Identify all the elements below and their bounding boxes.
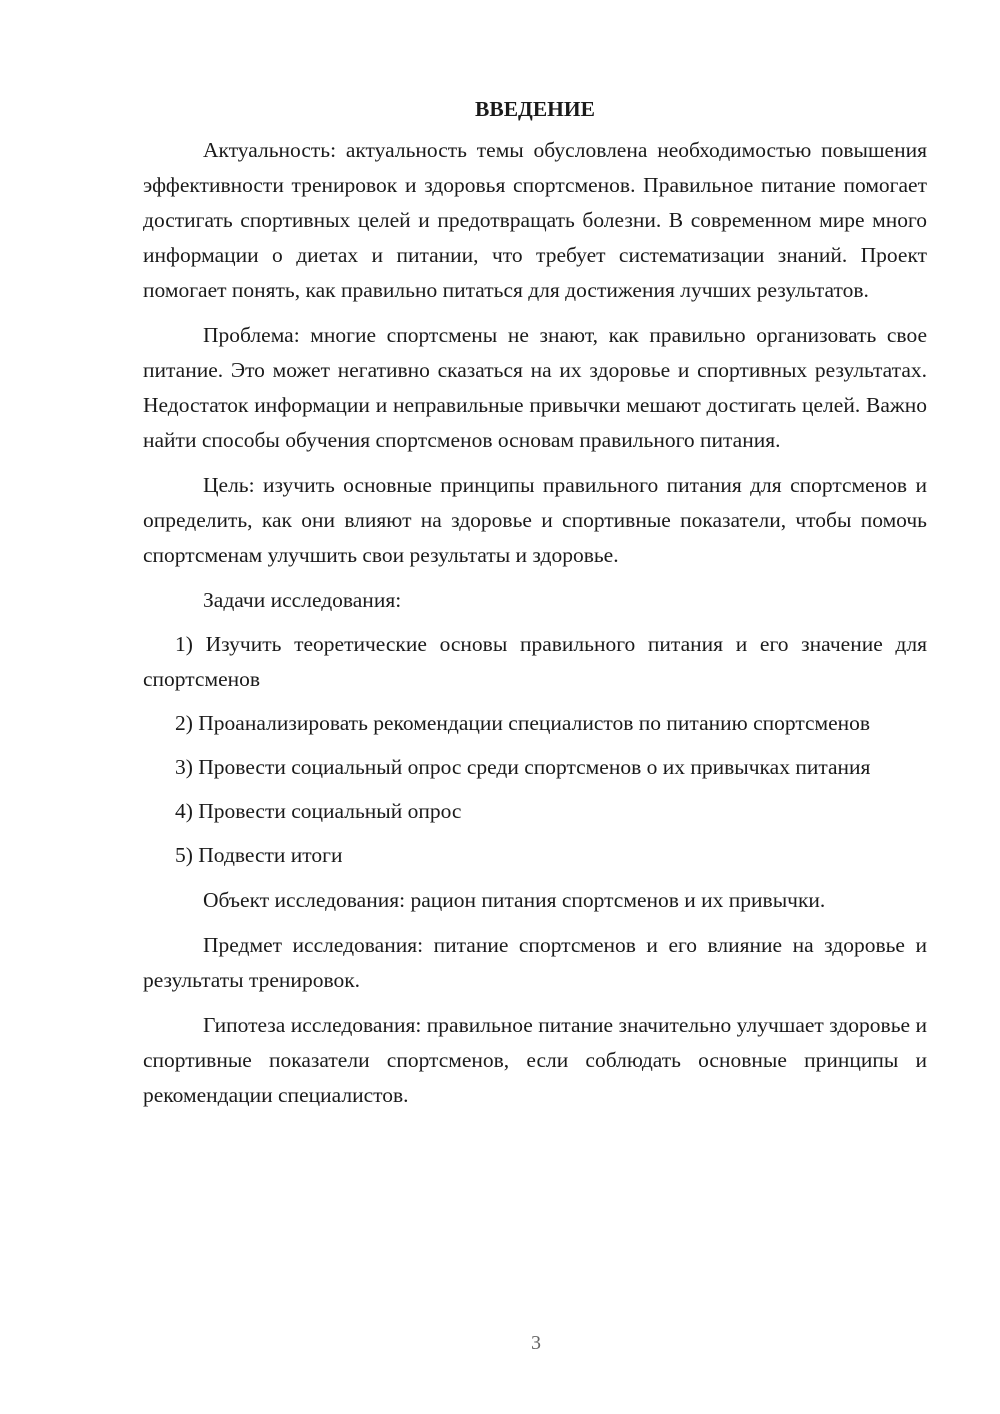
problem-paragraph: Проблема: многие спортсмены не знают, как правильно организовать свое питание. Это может негативно сказаться на их здоровье и спортивных результатах. Недостаток информации и неправильные привычки мешают достигать целей. Важно найти способы обучения спортсменов основам правильного питания. bbox=[143, 323, 927, 452]
tasks-heading: Задачи исследования: bbox=[203, 588, 402, 612]
subject-paragraph: Предмет исследования: питание спортсменов и его влияние на здоровье и результаты тренировок. bbox=[143, 933, 927, 992]
task-item-4: 4) Провести социальный опрос bbox=[175, 799, 462, 823]
hypothesis-paragraph: Гипотеза исследования: правильное питание значительно улучшает здоровье и спортивные показатели спортсменов, если соблюдать основные принципы и рекомендации специалистов. bbox=[143, 1013, 927, 1107]
object-paragraph: Объект исследования: рацион питания спортсменов и их привычки. bbox=[203, 888, 826, 912]
task-item-5: 5) Подвести итоги bbox=[175, 843, 343, 867]
task-item-2: 2) Проанализировать рекомендации специалистов по питанию спортсменов bbox=[175, 711, 871, 735]
section-title: ВВЕДЕНИЕ bbox=[475, 97, 595, 121]
page-number: 3 bbox=[531, 1332, 541, 1354]
relevance-paragraph: Актуальность: актуальность темы обусловлена необходимостью повышения эффективности тренировок и здоровья спортсменов. Правильное питание помогает достигать спортивных целей и предотвращать болезни. В современном мире много информации о диетах и питании, что требует систематизации знаний. Проект помогает понять, как правильно питаться для достижения лучших результатов. bbox=[143, 138, 927, 302]
task-item-3: 3) Провести социальный опрос среди спортсменов о их привычках питания bbox=[175, 755, 871, 779]
task-item-1: 1) Изучить теоретические основы правильного питания и его значение для спортсменов bbox=[143, 632, 927, 691]
goal-paragraph: Цель: изучить основные принципы правильного питания для спортсменов и определить, как они влияют на здоровье и спортивные показатели, чтобы помочь спортсменам улучшить свои результаты и здоровье. bbox=[143, 473, 927, 567]
document-page bbox=[143, 92, 927, 1113]
